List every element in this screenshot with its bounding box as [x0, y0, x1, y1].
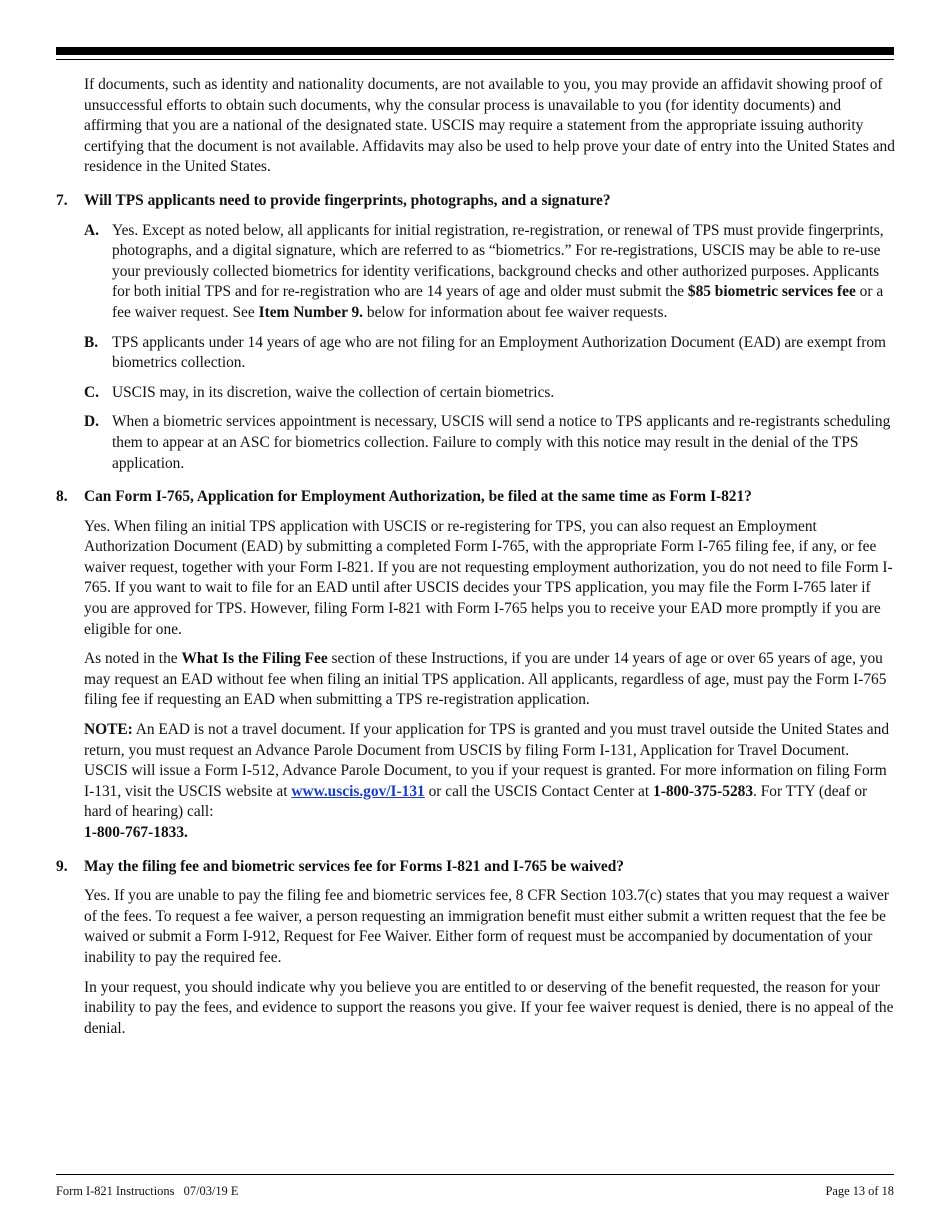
note-label: NOTE:	[84, 721, 133, 739]
question-number: 8.	[56, 488, 68, 506]
question-text: May the filing fee and biometric services fee for Forms I-821 and I-765 be waived?	[84, 857, 625, 875]
filing-fee-section-ref: What Is the Filing Fee	[181, 650, 328, 668]
q9-paragraph-2: In your request, you should indicate why you believe you are entitled to or deserving of the benefit requested, the reason for your inability to pay the fees, and evidence to support the reasons you give. If your fee waiver request is denied, there is no appeal of the denial.	[84, 978, 894, 1037]
item-text: TPS applicants under 14 years of age who are not filing for an Employment Authorization Document (EAD) are exempt from biometrics collection.	[112, 333, 887, 372]
item-label: B.	[84, 333, 99, 351]
q8-paragraph-2	[84, 649, 896, 711]
note-text-part: . For TTY (deaf or hard of hearing) call:	[84, 782, 868, 821]
header-thin-rule	[56, 59, 894, 60]
item-text: When a biometric services appointment is necessary, USCIS will send a notice to TPS applicants and re-registrants scheduling them to appear at an ASC for biometrics collection. Failure to comply with this notice may result in the denial of the TPS application.	[112, 413, 891, 472]
tty-phone: 1-800-767-1833.	[84, 824, 188, 841]
item-label: D.	[84, 413, 99, 431]
q8-note	[84, 720, 896, 844]
q7-item-b	[84, 333, 896, 374]
intro-paragraph: If documents, such as identity and nationality documents, are not available to you, you may provide an affidavit showing proof of unsuccessful efforts to obtain such documents, why the consular process is unavailable to you (for identity documents) and affirming that you are a national of the designated state. USCIS may require a statement from the appropriate issuing authority certifying that the document is not available. Affidavits may also be used to help prove your date of entry into the United States and residence in the United States.	[84, 76, 895, 176]
item-label: C.	[84, 383, 99, 401]
q7-item-c	[84, 383, 896, 404]
q9-paragraph-1: Yes. If you are unable to pay the filing fee and biometric services fee, 8 CFR Section 103.7(c) states that you may request a waiver of the fees. To request a fee waiver, a person requesting an immigration benefit must either submit a written request that the fee be waived or submit a Form I-912, Request for Fee Waiver. Either form of request must be accompanied by documentation of your inability to pay the required fee.	[84, 887, 889, 966]
question-number: 7.	[56, 191, 68, 209]
question-8-heading	[56, 487, 896, 508]
footer-form-id: Form I-821 Instructions 07/03/19 E	[56, 1184, 239, 1198]
uscis-i131-link[interactable]: www.uscis.gov/I-131	[291, 782, 425, 800]
header-thick-rule	[56, 47, 894, 55]
footer-page-number: Page 13 of 18	[825, 1184, 894, 1198]
item-text-part: or a fee waiver request. See	[112, 283, 884, 321]
paragraph-text-part: As noted in the	[84, 650, 182, 668]
item-text: USCIS may, in its discretion, waive the collection of certain biometrics.	[112, 383, 555, 401]
question-text: Can Form I-765, Application for Employment Authorization, be filed at the same time as Form I-821?	[84, 488, 752, 506]
q7-item-d	[84, 412, 896, 474]
question-9-heading	[56, 857, 896, 878]
item-text	[112, 221, 896, 324]
q7-item-a	[84, 221, 896, 324]
question-7-heading	[56, 191, 896, 212]
q8-paragraph-1: Yes. When filing an initial TPS application with USCIS or re-registering for TPS, you can also request an Employment Authorization Document (EAD) by submitting a completed Form I-765, with the appropriate Form I-765 filing fee, if any, or fee waiver request, together with your Form I-821. If you are not requesting employment authorization, you do not need to file Form I-765. If you want to wait to file for an EAD until after USCIS decides your TPS application, you may file the Form I-765 later if you are approved for TPS. However, filing Form I-821 with Form I-765 helps you to receive your EAD more promptly if you are eligible for one.	[84, 517, 893, 638]
item-label: A.	[84, 221, 99, 239]
note-text-part: or call the USCIS Contact Center at	[424, 782, 653, 800]
page-content	[56, 75, 896, 1048]
biometric-fee-bold: $85 biometric services fee	[687, 283, 856, 301]
contact-center-phone: 1-800-375-5283	[653, 782, 754, 800]
question-number: 9.	[56, 857, 68, 875]
footer-rule	[56, 1174, 894, 1175]
question-text: Will TPS applicants need to provide fingerprints, photographs, and a signature?	[84, 191, 611, 209]
note-text-part: An EAD is not a travel document. If your application for TPS is granted and you must travel outside the United States and return, you must request an Advance Parole Document from USCIS by filing Form I-131, Application for Travel Document. USCIS will issue a Form I-512, Advance Parole Document, to you if your request is granted. For more information on filing Form I-131, visit the USCIS website at	[84, 721, 890, 800]
paragraph-text-part: section of these Instructions, if you are under 14 years of age or over 65 years of age, you may request an EAD without fee when filing an initial TPS application. All applicants, regardless of age, must pay the Form I-765 filing fee if requesting an EAD when submitting a TPS re-registration application.	[84, 650, 887, 709]
item-text-part: Yes. Except as noted below, all applicants for initial registration, re-registration, or renewal of TPS must provide fingerprints, photographs, and a digital signature, which are referred to as “biometrics.” For re-registrations, USCIS may be able to re-use your previously collected biometrics for identity verifications, background checks and other authorized purposes. Applicants for both initial TPS and for re-registration who are 14 years of age and older must submit the	[112, 221, 884, 301]
item-text-part: below for information about fee waiver requests.	[363, 303, 668, 321]
item-number-bold: Item Number 9.	[258, 303, 364, 321]
